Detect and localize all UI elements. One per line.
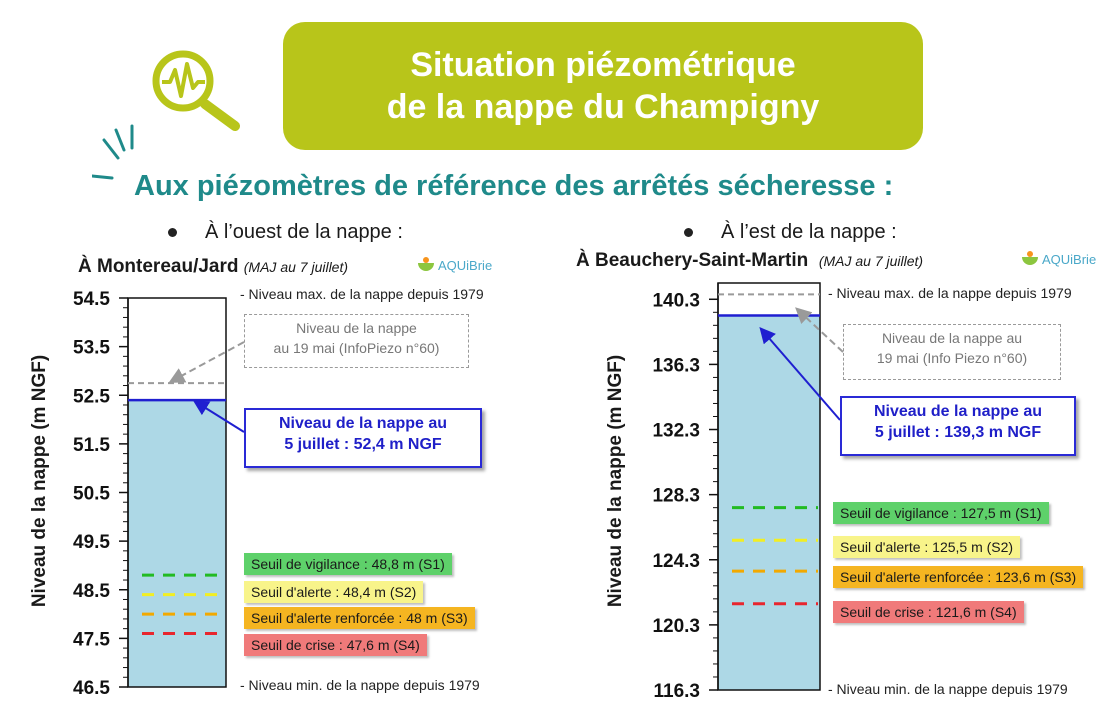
west-chart-group [73,289,244,699]
east-tick-label: 128.3 [652,485,700,507]
east-tick-label: 132.3 [652,420,700,442]
west-water-column [128,400,226,687]
west-previous-arrow [172,342,244,381]
bullet-icon [684,228,693,237]
west-max-label: - Niveau max. de la nappe depuis 1979 [240,286,484,302]
title-line-2: de la nappe du Champigny [386,88,820,126]
west-previous-label: Niveau de la nappe au 19 mai (InfoPiezo n°60) [244,314,469,368]
east-threshold-vigilance: Seuil de vigilance : 127,5 m (S1) [833,502,1049,524]
west-tick-label: 54.5 [73,289,110,310]
east-chart-group [652,283,843,702]
east-threshold-crise: Seuil de crise : 121,6 m (S4) [833,601,1024,623]
west-threshold-vigilance: Seuil de vigilance : 48,8 m (S1) [244,553,452,575]
west-tick-label: 53.5 [73,337,110,359]
west-tick-label: 51.5 [73,434,110,456]
east-tick-label: 136.3 [652,355,700,377]
east-station-title: À Beauchery-Saint-Martin (MAJ au 7 juillet) [576,250,924,271]
east-threshold-alerte: Seuil d'alerte : 125,5 m (S2) [833,536,1020,558]
east-tick-label: 120.3 [652,615,700,637]
west-current-label: Niveau de la nappe au 5 juillet : 52,4 m NGF [244,408,482,468]
west-tick-label: 49.5 [73,532,110,554]
aquibrie-logo: AQUiBrie [418,258,492,273]
title-line-1: Situation piézométrique [410,46,796,84]
west-y-axis-label: Niveau de la nappe (m NGF) [29,354,50,608]
west-threshold-crise: Seuil de crise : 47,6 m (S4) [244,634,427,656]
aquibrie-logo-icon [1022,257,1038,265]
west-tick-label: 47.5 [73,629,110,651]
east-max-label: - Niveau max. de la nappe depuis 1979 [828,285,1072,301]
east-min-label: - Niveau min. de la nappe depuis 1979 [828,681,1068,697]
west-station-title: À Montereau/Jard (MAJ au 7 juillet) [78,256,349,277]
west-section-label: À l’ouest de la nappe : [168,221,403,244]
west-tick-label: 46.5 [73,678,110,699]
east-tick-label: 116.3 [653,681,700,702]
west-tick-label: 52.5 [73,386,110,408]
east-threshold-renforcee: Seuil d'alerte renforcée : 123,6 m (S3) [833,566,1083,588]
west-threshold-alerte: Seuil d'alerte : 48,4 m (S2) [244,581,423,603]
east-tick-label: 140.3 [652,290,700,312]
east-current-label: Niveau de la nappe au 5 juillet : 139,3 m NGF [840,396,1076,456]
section-subtitle: Aux piézomètres de référence des arrêtés sécheresse : [134,170,894,202]
west-tick-label: 50.5 [73,483,110,505]
west-tick-label: 48.5 [73,580,110,602]
east-previous-label: Niveau de la nappe au 19 mai (Info Piezo n°60) [843,324,1061,380]
east-tick-label: 124.3 [652,550,700,572]
east-y-axis-label: Niveau de la nappe (m NGF) [605,354,626,608]
east-section-label: À l’est de la nappe : [684,221,897,244]
aquibrie-logo: AQUiBrie [1022,252,1096,267]
west-min-label: - Niveau min. de la nappe depuis 1979 [240,677,480,693]
east-water-column [718,316,820,690]
west-threshold-renforcee: Seuil d'alerte renforcée : 48 m (S3) [244,607,475,629]
